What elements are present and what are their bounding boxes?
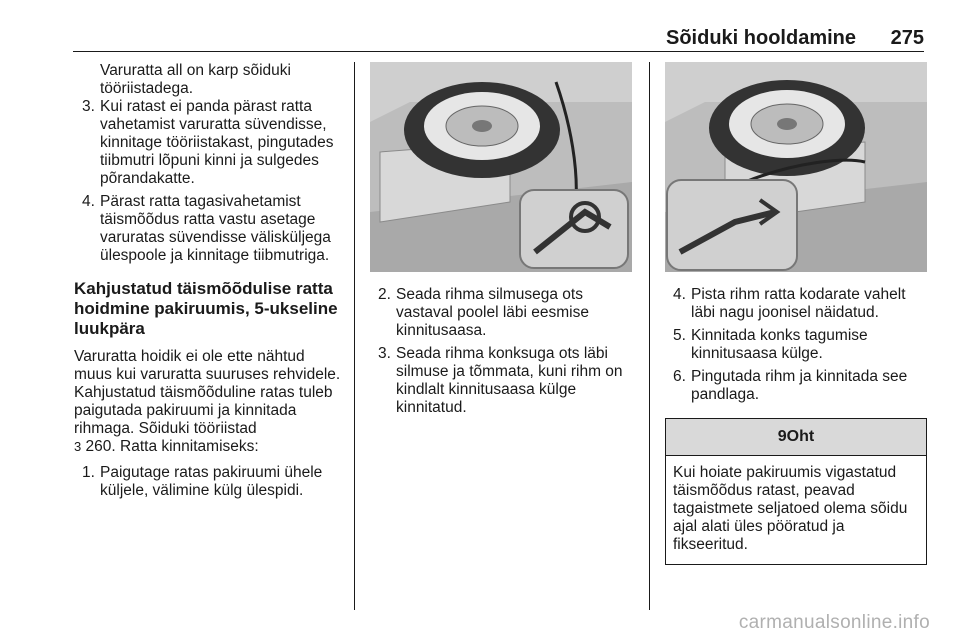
step-text: Kui ratast ei panda pärast ratta vahetamist varuratta süvendisse, kinnitage tööriistakast, pingutades tiibmutri lõpuni kinni ja sulgedes põrandakatte.: [100, 98, 334, 187]
step-number: 4.: [82, 193, 95, 210]
step-text: Kinnitada konks tagumise kinnitusaasa külge.: [691, 327, 868, 362]
step-4b: [665, 286, 927, 322]
step-text: Pista rihm ratta kodarate vahelt läbi nagu joonisel näidatud.: [691, 286, 906, 321]
step-5: [665, 327, 927, 363]
intro-continuation: Varuratta all on karp sõiduki tööriistadega.: [100, 62, 291, 97]
step-3b: [370, 345, 634, 417]
reference-arrow-icon: 3: [74, 439, 82, 454]
header-title: Sõiduki hooldamine: [665, 27, 856, 49]
trunk-wheel-illustration-icon: [370, 62, 632, 272]
step-3: [74, 98, 342, 188]
section-heading: Kahjustatud täismõõdulise ratta hoidmine pakiruumis, 5-ukseline luukpära: [74, 279, 338, 338]
step-number: 5.: [673, 327, 686, 344]
step-number: 3.: [378, 345, 391, 362]
warning-title: Oht: [786, 428, 815, 445]
step-number: 1.: [82, 464, 95, 481]
page-header: [0, 0, 960, 52]
step-text: Paigutage ratas pakiruumi ühele küljele, välimine külg ülespidi.: [100, 464, 323, 499]
column-divider-1: [354, 62, 355, 610]
column-3: [665, 62, 927, 565]
watermark: carmanualsonline.info: [738, 612, 930, 633]
illustration-strap-hook: [665, 62, 927, 272]
column-1: [74, 62, 342, 505]
step-number: 6.: [673, 368, 686, 385]
column-2: [370, 62, 634, 422]
step-text: Seada rihma silmusega ots vastaval poolel läbi eesmise kinnitusaasa.: [396, 286, 589, 339]
step-2: [370, 286, 634, 340]
warning-icon: 9: [777, 428, 787, 445]
step-4: [74, 193, 342, 265]
column-divider-2: [649, 62, 650, 610]
warning-header: [666, 419, 926, 456]
trunk-wheel-hook-illustration-icon: [665, 62, 927, 272]
page-number: 275: [890, 27, 924, 49]
step-1: [74, 464, 342, 500]
step-number: 2.: [378, 286, 391, 303]
step-text: Pärast ratta tagasivahetamist täismõõdus ratta vastu asetage varuratas süvendisse välisküljega ülespoole ja kinnitage tiibmutriga.: [100, 193, 331, 264]
illustration-strap-loop: [370, 62, 632, 272]
step-number: 4.: [673, 286, 686, 303]
header-rule: [73, 51, 924, 52]
step-text: Pingutada rihm ja kinnitada see pandlaga.: [691, 368, 908, 403]
warning-box: [665, 418, 927, 565]
step-text: Seada rihma konksuga ots läbi silmuse ja tõmmata, kuni rihm on kindlalt kinnitusaasa külge kinnitatud.: [396, 345, 623, 416]
body-text: Varuratta hoidik ei ole ette nähtud muus kui varuratta suuruses rehvidele. Kahjustatud täismõõduline ratas tuleb paigutada pakiruumi ja kinnitada rihmaga. Sõiduki tööriistad: [74, 348, 341, 437]
step-number: 3.: [82, 98, 95, 115]
body-paragraph: [74, 348, 342, 456]
warning-text: Kui hoiate pakiruumis vigastatud täismõõdus ratast, peavad tagaistmete seljatoed olema sõidu ajal alati üles pööratud ja fikseeritud.: [673, 464, 908, 553]
page-reference: 260. Ratta kinnitamiseks:: [81, 438, 259, 455]
step-6: [665, 368, 927, 404]
